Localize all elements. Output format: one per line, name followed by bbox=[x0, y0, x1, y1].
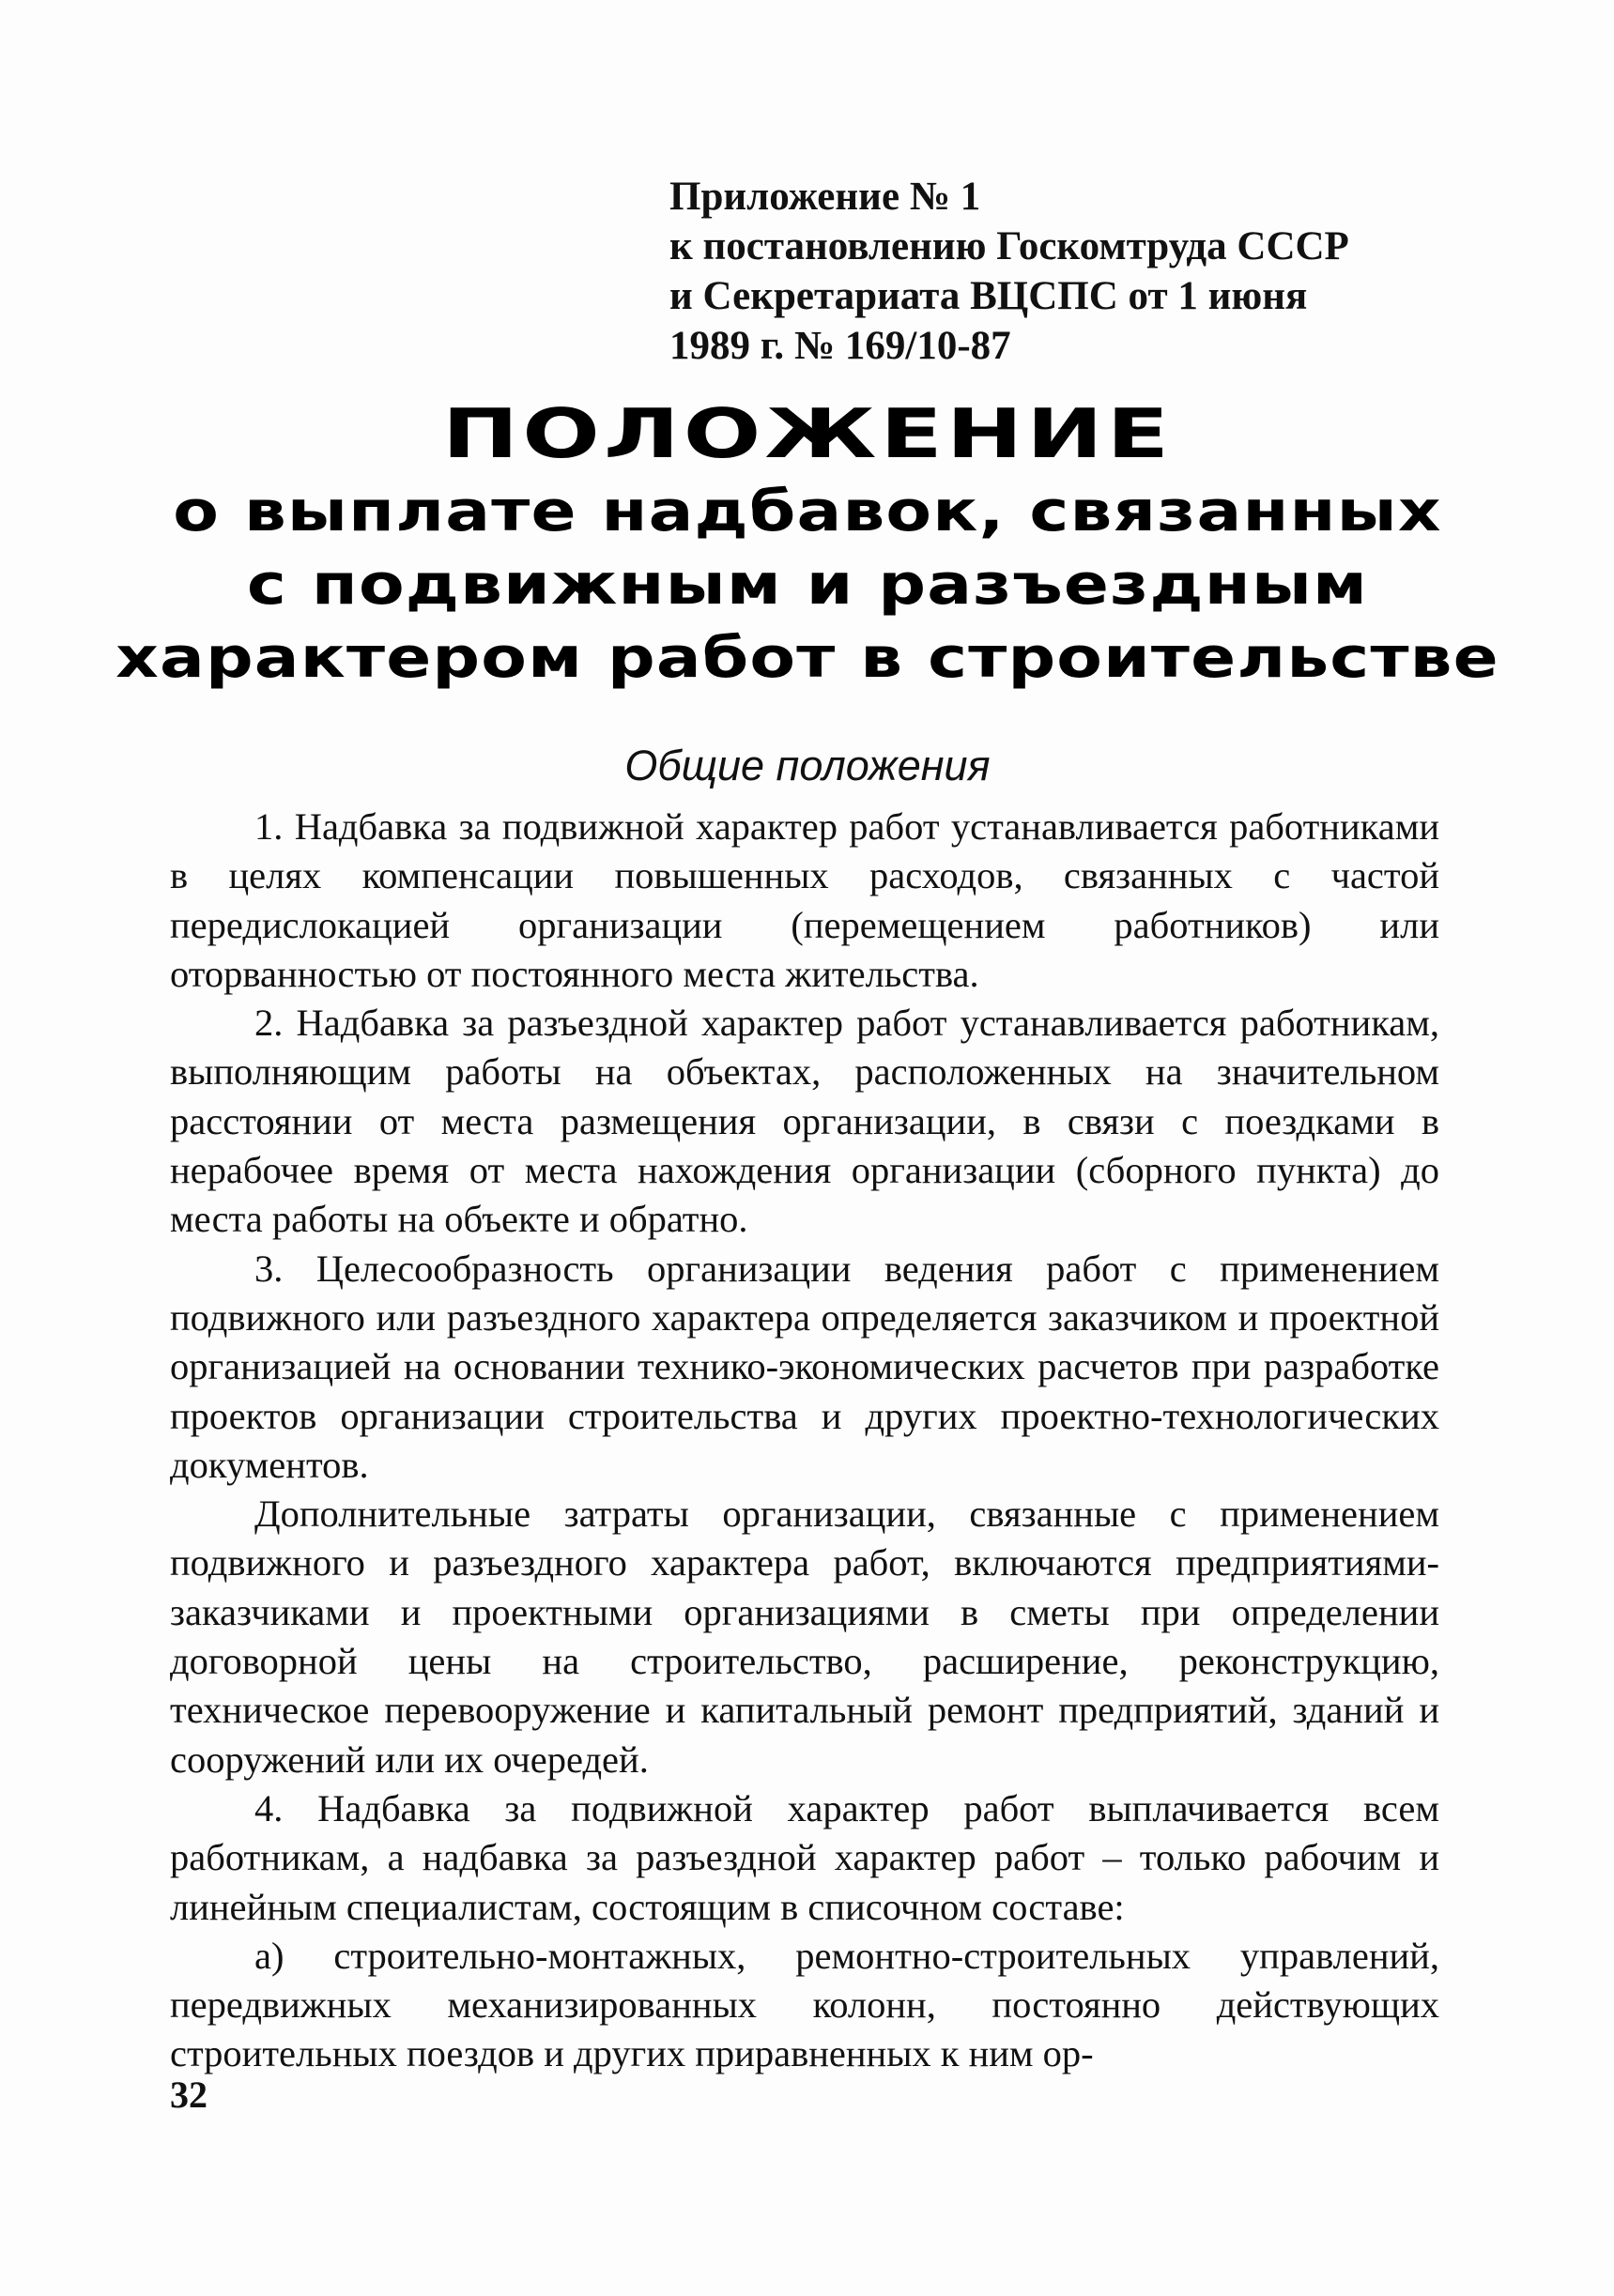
title-line-2: о выплате надбавок, связанных bbox=[173, 479, 1442, 544]
appendix-line-4: 1989 г. № 169/10-87 bbox=[669, 324, 1011, 368]
title-line-1: ПОЛОЖЕНИЕ bbox=[441, 394, 1174, 473]
body-text bbox=[170, 803, 1439, 2079]
page-number: 32 bbox=[170, 2074, 208, 2116]
section-heading: Общие положения bbox=[624, 742, 991, 789]
title-line-3: с подвижным и разъездным bbox=[246, 552, 1369, 618]
appendix-line-1: Приложение № 1 bbox=[669, 175, 981, 219]
title-line-4: характером работ в строительстве bbox=[115, 625, 1499, 691]
document-title bbox=[115, 392, 1499, 695]
paragraph-2: 2. Надбавка за разъездной характер работ устанавливается работникам, выполняющим работы на объектах, расположенных на значительном расстоянии от места размещения организации, в связи с поездками в нерабочее время от места нахождения организации (сборного пункта) до места работы на объекте и обратно. bbox=[170, 1002, 1439, 1241]
paragraph-6: а) строительно-монтажных, ремонтно-строительных управлений, передвижных механизированных колонн, постоянно действующих строительных поездов и других приравненных к ним ор- bbox=[170, 1934, 1439, 2075]
appendix-line-3: и Секретариата ВЦСПС от 1 июня bbox=[669, 274, 1308, 318]
appendix-note bbox=[669, 172, 1439, 371]
paragraph-3: 3. Целесообразность организации ведения работ с применением подвижного или разъездного характера определяется заказчиком и проектной организацией на основании технико-экономических расчетов при разработке проектов организации строительства и других проектно-технологических документов. bbox=[170, 1247, 1439, 1486]
paragraph-4: Дополнительные затраты организации, связанные с применением подвижного и разъездного характера работ, включаются предприятиями-заказчиками и проектными организациями в сметы при определении договорной цены на строительство, расширение, реконструкцию, техническое перевооружение и капитальный ремонт предприятий, зданий и сооружений или их очередей. bbox=[170, 1492, 1439, 1781]
paragraph-1: 1. Надбавка за подвижной характер работ устанавливается работниками в целях компенсации повышенных расходов, связанных с частой передислокацией организации (перемещением работников) или оторванностью от постоянного места жительства. bbox=[170, 805, 1439, 995]
appendix-line-2: к постановлению Госкомтруда СССР bbox=[669, 224, 1349, 268]
paragraph-5: 4. Надбавка за подвижной характер работ выплачивается всем работникам, а надбавка за разъездной характер работ – только рабочим и линейным специалистам, состоящим в списочном составе: bbox=[170, 1786, 1439, 1928]
